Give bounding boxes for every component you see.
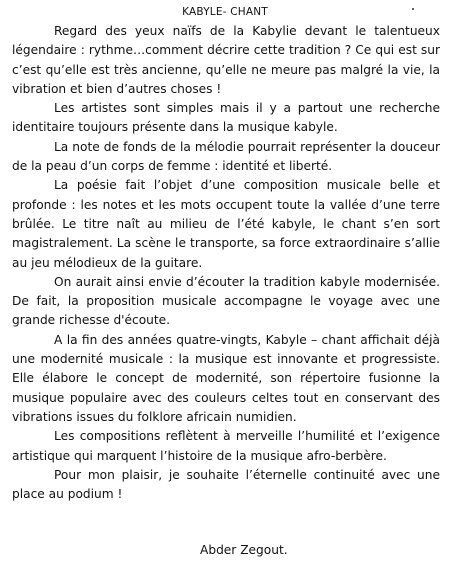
author-signature: Abder Zegout.	[200, 543, 288, 557]
paragraph-8: Pour mon plaisir, je souhaite l’éternelle continuité avec une place au podium !	[12, 467, 440, 502]
document-title: KABYLE- CHANT	[182, 6, 268, 18]
paragraph-2: Les artistes sont simples mais il y a partout une recherche identitaire toujours présente dans la musique kabyle.	[12, 101, 440, 135]
paragraph-3: La note de fonds de la mélodie pourrait représenter la douceur de la peau d’un corps de femme : identité et liberté.	[12, 139, 440, 174]
paragraph-5: On aurait ainsi envie d’écouter la tradition kabyle modernisée. De fait, la proposition musicale accompagne le voyage avec une grande richesse d'écoute.	[12, 274, 440, 328]
paragraph-4: La poésie fait l’objet d’une composition musicale belle et profonde : les notes et les mots occupent toute la vallée d’une terre brûlée. Le titre naît au milieu de l’été kabyle, le chant s’en sort magistralement. La scène le transporte, sa force extraordinaire s’allie au jeu mélodieux de la guitare.	[12, 178, 440, 270]
paragraph-1: Regard des yeux naïfs de la Kabylie devant le talentueux légendaire : rythme…comment décrire cette tradition ? Ce qui est sur c’est qu’elle est très ancienne, qu’elle ne meure pas malgré la vie, la vibration et bien d’autres choses !	[12, 24, 440, 96]
paragraph-7: Les compositions reflètent à merveille l’humilité et l’exigence artistique qui marquent l’histoire de la musique afro-berbère.	[12, 429, 440, 463]
document-body	[12, 22, 440, 504]
paragraph-6: A la fin des années quatre-vingts, Kabyle – chant affichait déjà une modernité musicale : la musique est innovante et progressiste. Elle élabore le concept de modernité, son répertoire fusionne la musique populaire avec des couleurs celtes tout en conservant des vibrations issues du folklore africain numidien.	[12, 332, 440, 424]
